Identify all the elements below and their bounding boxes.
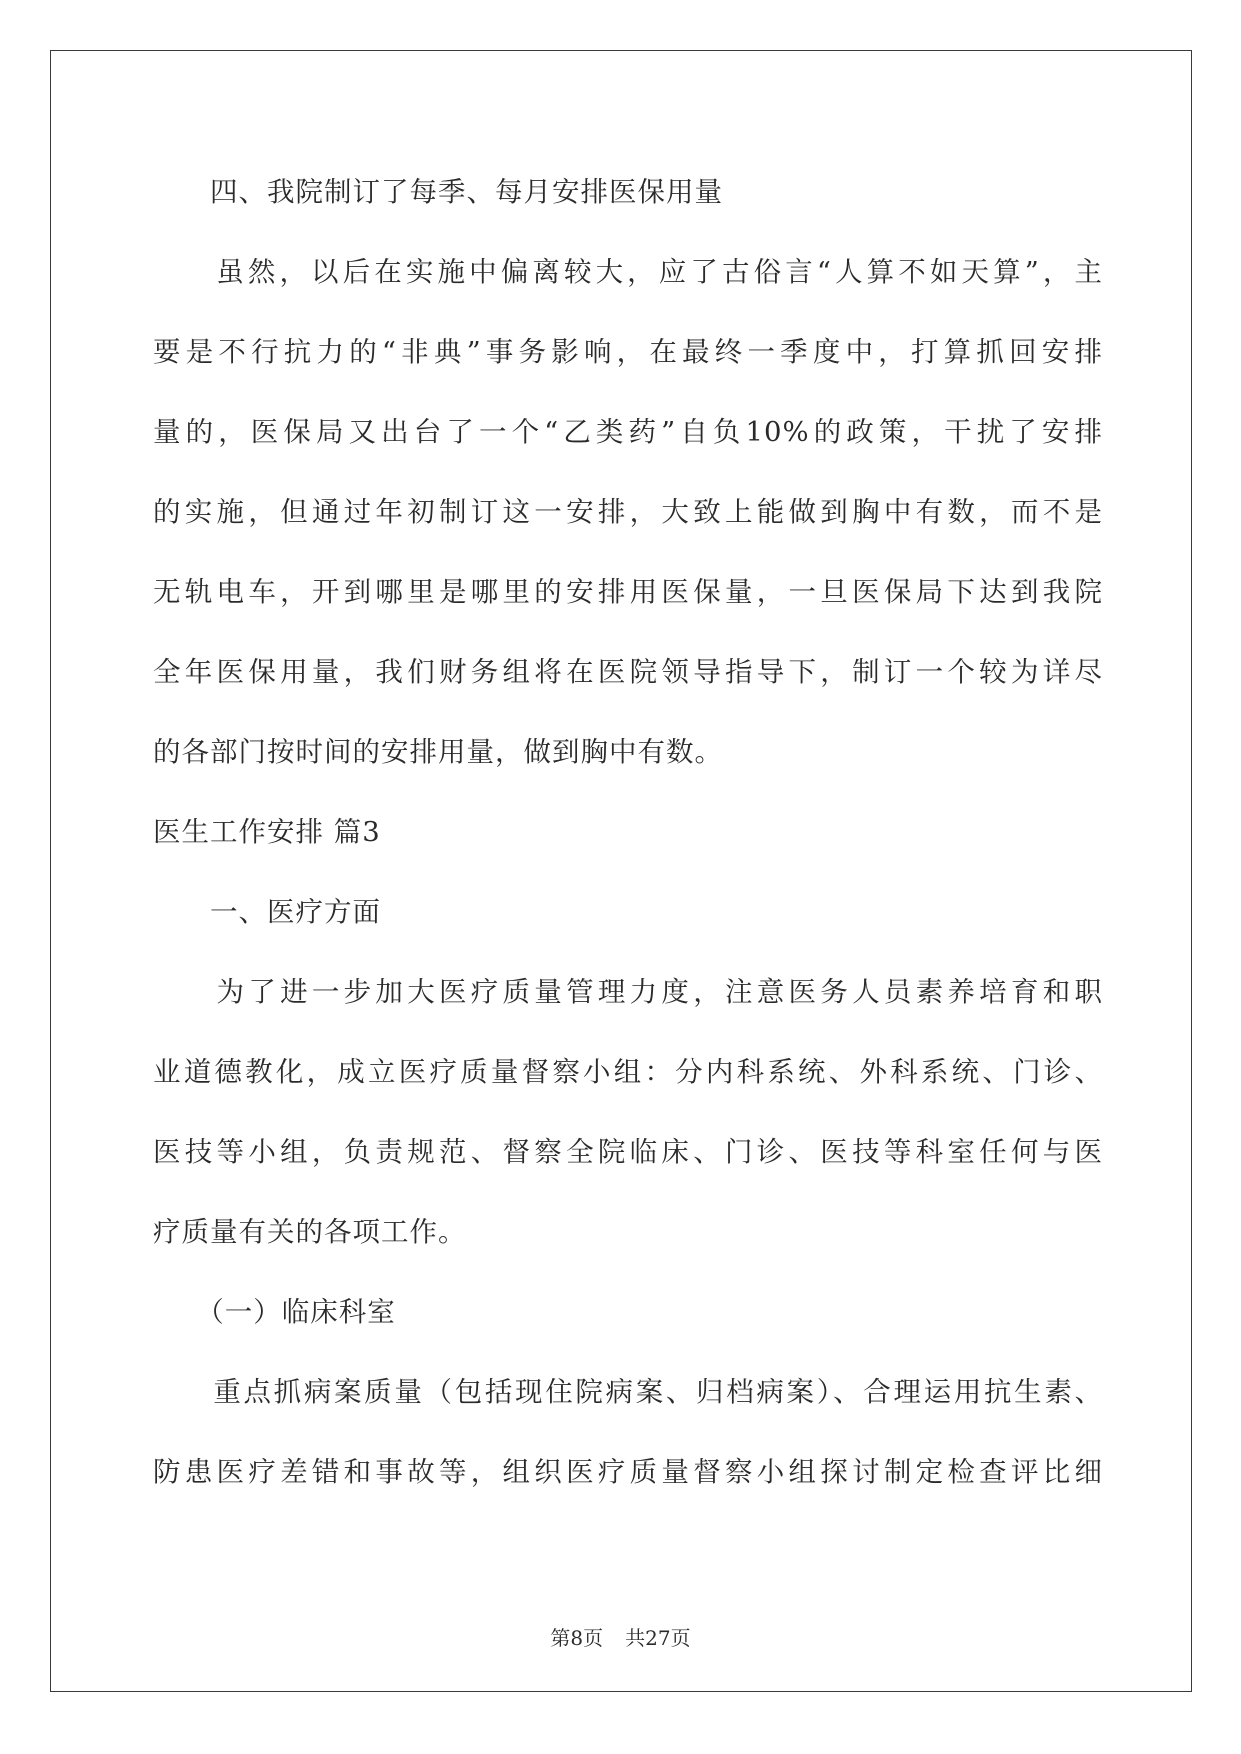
subsection-heading: 一、医疗方面 xyxy=(153,896,381,928)
text-line: 的实施，但通过年初制订这一安排，大致上能做到胸中有数，而不是 xyxy=(153,496,1103,528)
text-line: 虽然，以后在实施中偏离较大，应了古俗言“人算不如天算”，主 xyxy=(153,256,1103,288)
text-line: 疗质量有关的各项工作。 xyxy=(153,1216,467,1248)
paragraph-heading-4: 四、我院制订了每季、每月安排医保用量 xyxy=(153,176,723,208)
page-footer xyxy=(0,1626,1241,1650)
text-line: 业道德教化，成立医疗质量督察小组：分内科系统、外科系统、门诊、 xyxy=(153,1056,1103,1088)
text-line: 要是不行抗力的“非典”事务影响，在最终一季度中，打算抓回安排 xyxy=(153,336,1103,368)
text-line: 量的，医保局又出台了一个“乙类药”自负10%的政策，干扰了安排 xyxy=(153,416,1103,448)
page-total: 共27页 xyxy=(625,1626,691,1650)
text-line: 医技等小组，负责规范、督察全院临床、门诊、医技等科室任何与医 xyxy=(153,1136,1103,1168)
section-title: 医生工作安排 篇3 xyxy=(153,816,381,848)
text-line: 无轨电车，开到哪里是哪里的安排用医保量，一旦医保局下达到我院 xyxy=(153,576,1103,608)
text-line: 重点抓病案质量（包括现住院病案、归档病案）、合理运用抗生素、 xyxy=(153,1376,1103,1408)
text-line: 为了进一步加大医疗质量管理力度，注意医务人员素养培育和职 xyxy=(153,976,1103,1008)
text-line: 全年医保用量，我们财务组将在医院领导指导下，制订一个较为详尽 xyxy=(153,656,1103,688)
text-line: 的各部门按时间的安排用量，做到胸中有数。 xyxy=(153,736,723,768)
page-number: 第8页 xyxy=(550,1626,604,1650)
text-line: 防患医疗差错和事故等，组织医疗质量督察小组探讨制定检查评比细 xyxy=(153,1456,1103,1488)
subsection-heading: （一）临床科室 xyxy=(153,1296,396,1328)
page-border xyxy=(50,50,1192,1692)
